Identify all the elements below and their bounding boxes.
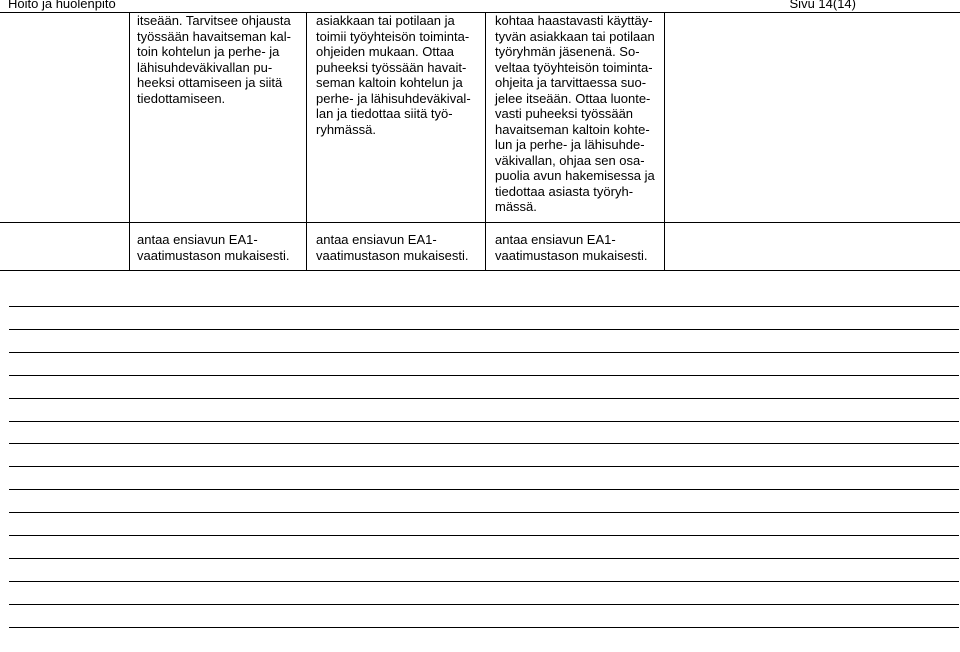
note-line [9, 581, 959, 582]
document-title: Hoito ja huolenpito [8, 0, 116, 11]
table-cell-col3-lower: antaa ensiavun EA1- vaatimustason mukaisesti. [495, 232, 648, 263]
note-line [9, 535, 959, 536]
note-line [9, 306, 959, 307]
note-line [9, 466, 959, 467]
note-line [9, 375, 959, 376]
table-cell-col2-upper: asiakkaan tai potilaan ja toimii työyhteisön toiminta- ohjeiden mukaan. Ottaa puheeksi työssään havait- seman kaltoin kohtelun ja perhe- ja lähisuhdeväkival- lan ja tiedottaa siitä työ- ryhmässä. [316, 13, 471, 137]
page-header [0, 0, 960, 12]
note-line [9, 558, 959, 559]
note-line [9, 604, 959, 605]
note-line [9, 398, 959, 399]
note-line [9, 489, 959, 490]
table-border-col2 [306, 12, 307, 271]
table-row-divider [0, 222, 960, 223]
table-cell-col3-upper: kohtaa haastavasti käyttäy- tyvän asiakkaan tai potilaan työryhmän jäsenenä. So- veltaa työyhteisön toiminta- ohjeita ja tarvittaessa suo- jelee itseään. Ottaa luonte- vasti puheeksi työssään havaitseman kaltoin kohte- lun ja perhe- ja lähisuhde- väkivallan, ohjaa sen osa- puolia avun hakemisessa ja tiedottaa asiasta työryh- mässä. [495, 13, 655, 214]
table-border-col3 [485, 12, 486, 271]
note-line [9, 329, 959, 330]
table-border-left [129, 12, 130, 271]
note-line [9, 627, 959, 628]
note-line [9, 421, 959, 422]
note-line [9, 512, 959, 513]
page-number: Sivu 14(14) [789, 0, 856, 11]
table-border-col4 [664, 12, 665, 271]
table-bottom-border [0, 270, 960, 271]
table-cell-col2-lower: antaa ensiavun EA1- vaatimustason mukaisesti. [316, 232, 469, 263]
note-line [9, 352, 959, 353]
note-line [9, 443, 959, 444]
table-cell-col1-lower: antaa ensiavun EA1- vaatimustason mukaisesti. [137, 232, 290, 263]
criteria-table [0, 12, 960, 271]
table-cell-col1-upper: itseään. Tarvitsee ohjausta työssään havaitseman kal- toin kohtelun ja perhe- ja lähisuhdeväkivallan pu- heeksi ottamiseen ja siitä tiedottamiseen. [137, 13, 291, 106]
